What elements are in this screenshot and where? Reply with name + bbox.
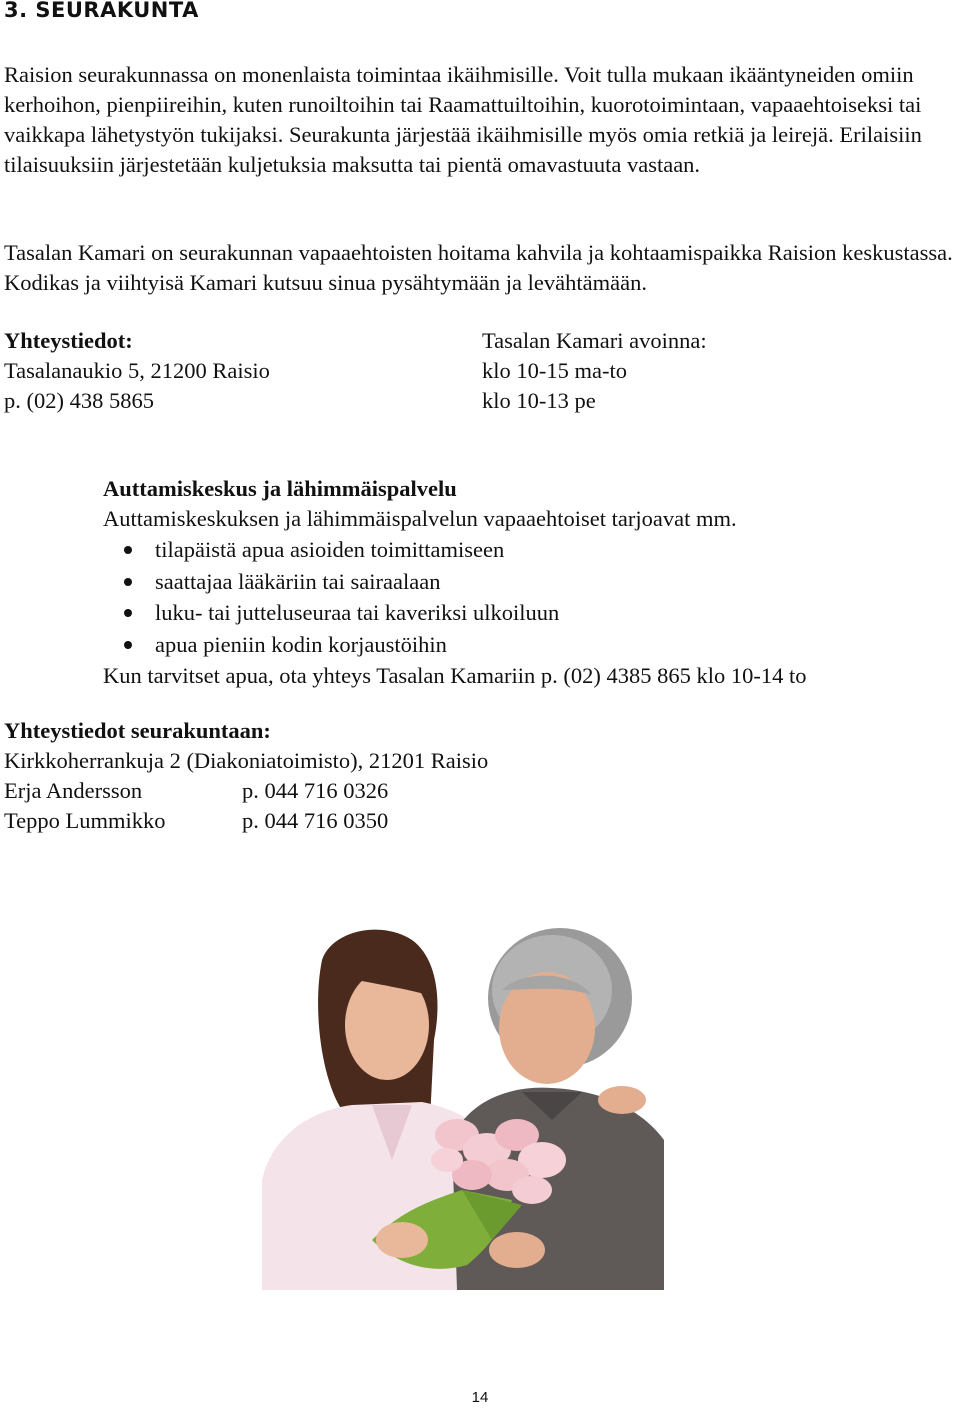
- person-phone: p. 044 716 0326: [242, 778, 389, 803]
- kamari-paragraph: Tasalan Kamari on seurakunnan vapaaehtoisten hoitama kahvila ja kohtaamispaikka Raision keskustassa. Kodikas ja viihtyisä Kamari kutsuu sinua pysähtymään ja levähtämään.: [4, 240, 953, 295]
- parish-contact: [4, 716, 488, 836]
- help-list: [103, 534, 953, 660]
- list-item: tilapäistä apua asioiden toimittamiseen: [103, 534, 953, 566]
- list-item: luku- tai jutteluseuraa tai kaveriksi ulkoiluun: [103, 597, 953, 629]
- bullet-icon: [124, 641, 132, 649]
- help-section: [103, 474, 953, 691]
- photo-women-with-flowers: [262, 920, 664, 1290]
- parish-title: Yhteystiedot seurakuntaan:: [4, 718, 271, 743]
- list-item: saattajaa lääkäriin tai sairaalaan: [103, 566, 953, 598]
- bullet-icon: [124, 609, 132, 617]
- opening-hours: [482, 326, 707, 416]
- contact-phone: p. (02) 438 5865: [4, 388, 154, 413]
- parish-address: Kirkkoherrankuja 2 (Diakoniatoimisto), 21201 Raisio: [4, 748, 489, 773]
- opening-hours-friday: klo 10-13 pe: [482, 388, 596, 413]
- person-name: Teppo Lummikko: [4, 808, 166, 833]
- section-heading: 3. SEURAKUNTA: [4, 0, 199, 22]
- help-contact: Kun tarvitset apua, ota yhteys Tasalan Kamariin p. (02) 4385 865 klo 10-14 to: [103, 663, 807, 688]
- intro-paragraph: Raision seurakunnassa on monenlaista toimintaa ikäihmisille. Voit tulla mukaan ikääntyneiden omiin kerhoihon, pienpiireihin, kuten runoiltoihin tai Raamattuiltoihin, kuorotoimintaan, vapaaehtoiseksi tai vaikkapa lähetystyön tukijaksi. Seurakunta järjestää ikäihmisille myös omia retkiä ja leirejä. Erilaisiin tilaisuuksiin järjestetään kuljetuksia maksutta tai pientä omavastuuta vastaan.: [4, 62, 922, 177]
- bullet-icon: [124, 546, 132, 554]
- contact-title: Yhteystiedot:: [4, 328, 133, 353]
- list-item: apua pieniin kodin korjaustöihin: [103, 629, 953, 661]
- opening-hours-weekdays: klo 10-15 ma-to: [482, 358, 627, 383]
- help-title: Auttamiskeskus ja lähimmäispalvelu: [103, 476, 457, 501]
- help-intro: Auttamiskeskuksen ja lähimmäispalvelun vapaaehtoiset tarjoavat mm.: [103, 506, 737, 531]
- person-phone: p. 044 716 0350: [242, 808, 389, 833]
- person-row: [4, 776, 488, 806]
- page-number: 14: [471, 1389, 489, 1406]
- contact-info: [4, 326, 270, 416]
- opening-title: Tasalan Kamari avoinna:: [482, 328, 707, 353]
- person-name: Erja Andersson: [4, 778, 143, 803]
- bullet-icon: [124, 578, 132, 586]
- contact-address: Tasalanaukio 5, 21200 Raisio: [4, 358, 270, 383]
- person-row: [4, 806, 488, 836]
